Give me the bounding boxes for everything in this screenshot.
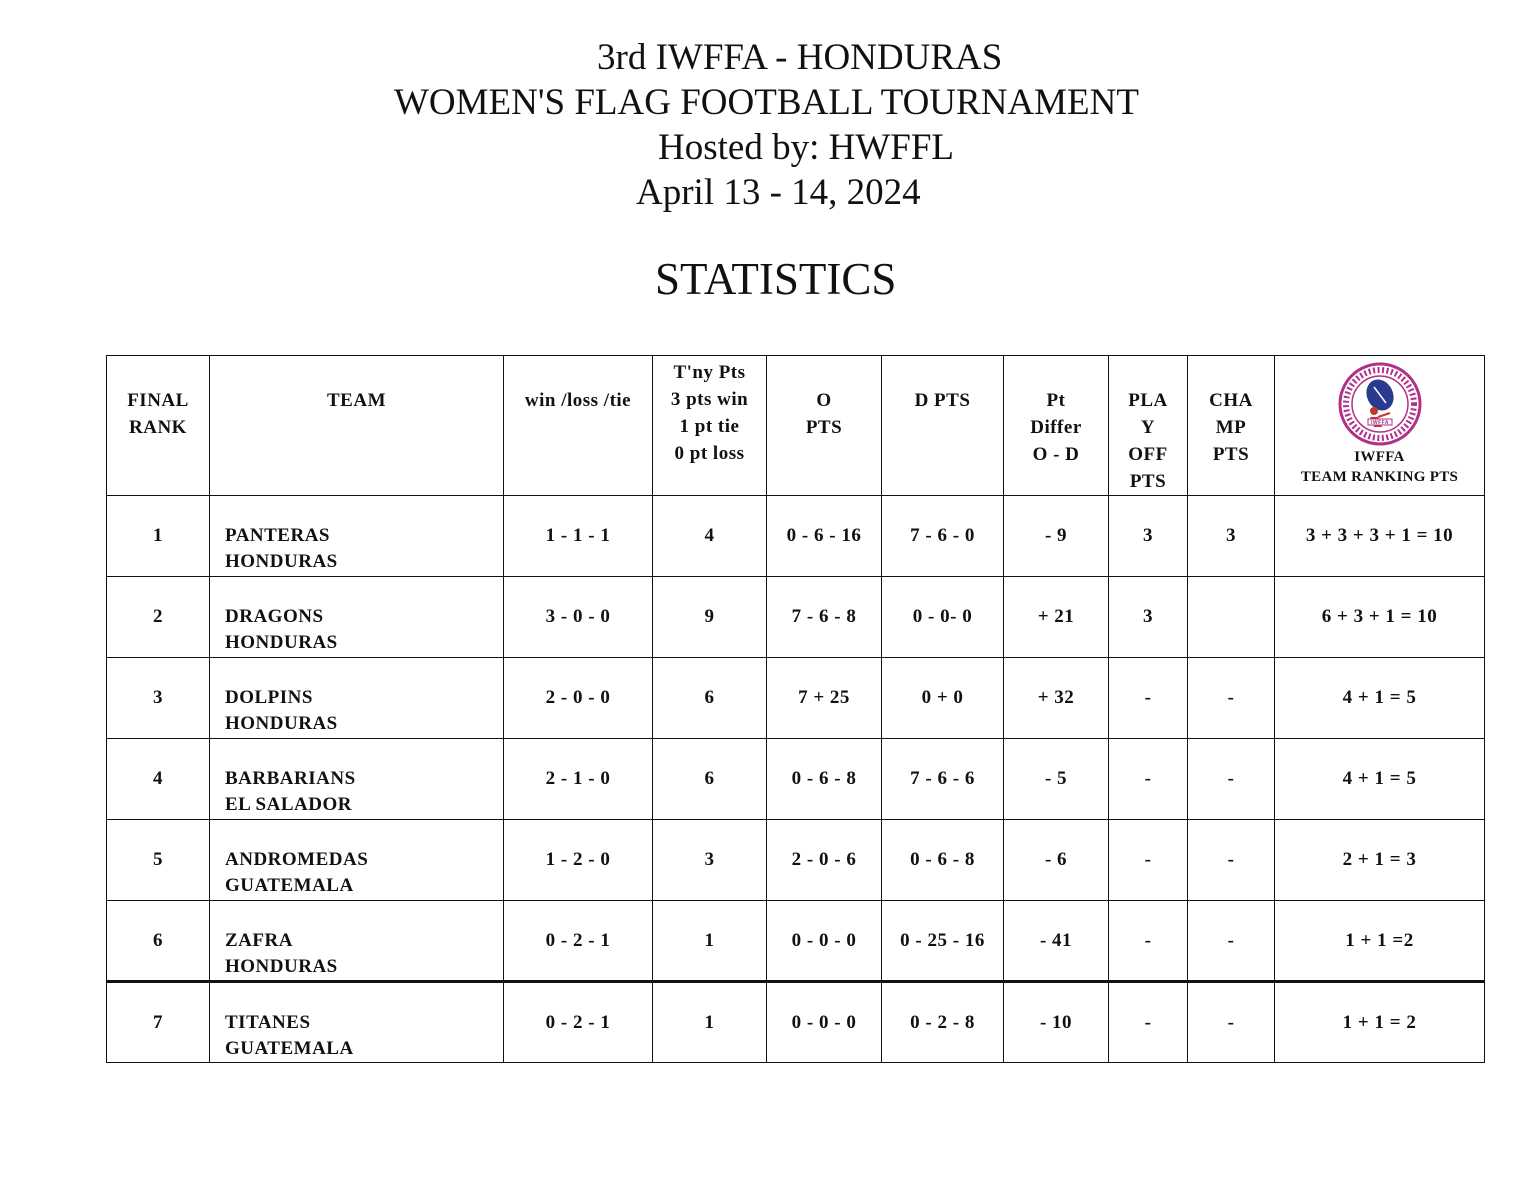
o-pts-cell: 0 - 6 - 16 — [767, 496, 882, 577]
champ-cell: 3 — [1188, 496, 1275, 577]
d-pts-cell: 0 - 2 - 8 — [882, 982, 1004, 1063]
team-cell: TITANES GUATEMALA — [210, 982, 504, 1063]
d-pts-cell: 0 - 25 - 16 — [882, 901, 1004, 982]
playoff-cell: - — [1109, 820, 1188, 901]
col-final-rank: FINAL RANK — [107, 356, 210, 496]
col-win-loss-tie: win /loss /tie — [504, 356, 653, 496]
o-pts-cell: 2 - 0 - 6 — [767, 820, 882, 901]
diff-cell: - 10 — [1004, 982, 1109, 1063]
d-pts-cell: 7 - 6 - 6 — [882, 739, 1004, 820]
rank-cell: 2 — [107, 577, 210, 658]
header-line-3: Hosted by: HWFFL — [658, 127, 954, 168]
wlt-cell: 1 - 2 - 0 — [504, 820, 653, 901]
wlt-cell: 1 - 1 - 1 — [504, 496, 653, 577]
svg-text:IWFFA: IWFFA — [1370, 420, 1389, 426]
ranking-cell: 4 + 1 = 5 — [1275, 658, 1485, 739]
diff-cell: - 9 — [1004, 496, 1109, 577]
ranking-cell: 3 + 3 + 3 + 1 = 10 — [1275, 496, 1485, 577]
wlt-cell: 0 - 2 - 1 — [504, 901, 653, 982]
tny-cell: 6 — [653, 739, 767, 820]
col-o-pts: O PTS — [767, 356, 882, 496]
wlt-cell: 3 - 0 - 0 — [504, 577, 653, 658]
team-cell: DOLPINS HONDURAS — [210, 658, 504, 739]
col-d-pts: D PTS — [882, 356, 1004, 496]
champ-cell — [1188, 577, 1275, 658]
rank-cell: 1 — [107, 496, 210, 577]
tny-cell: 1 — [653, 982, 767, 1063]
diff-cell: - 41 — [1004, 901, 1109, 982]
tny-cell: 3 — [653, 820, 767, 901]
wlt-cell: 2 - 1 - 0 — [504, 739, 653, 820]
col-team-ranking — [1275, 356, 1485, 496]
team-ranking-label: IWFFA TEAM RANKING PTS — [1300, 449, 1459, 485]
playoff-cell: 3 — [1109, 577, 1188, 658]
champ-cell: - — [1188, 901, 1275, 982]
diff-cell: - 5 — [1004, 739, 1109, 820]
playoff-cell: 3 — [1109, 496, 1188, 577]
tny-cell: 6 — [653, 658, 767, 739]
d-pts-cell: 0 - 6 - 8 — [882, 820, 1004, 901]
playoff-cell: - — [1109, 658, 1188, 739]
tny-cell: 1 — [653, 901, 767, 982]
team-cell: BARBARIANS EL SALADOR — [210, 739, 504, 820]
o-pts-cell: 0 - 0 - 0 — [767, 901, 882, 982]
champ-cell: - — [1188, 739, 1275, 820]
ranking-cell: 2 + 1 = 3 — [1275, 820, 1485, 901]
header-line-1: 3rd IWFFA - HONDURAS — [597, 37, 1003, 78]
ranking-cell: 1 + 1 = 2 — [1275, 982, 1485, 1063]
header-line-2: WOMEN'S FLAG FOOTBALL TOURNAMENT — [394, 82, 1139, 123]
d-pts-cell: 0 - 0- 0 — [882, 577, 1004, 658]
champ-cell: - — [1188, 982, 1275, 1063]
diff-cell: + 21 — [1004, 577, 1109, 658]
col-team: TEAM — [210, 356, 504, 496]
o-pts-cell: 7 - 6 - 8 — [767, 577, 882, 658]
o-pts-cell: 0 - 0 - 0 — [767, 982, 882, 1063]
col-pt-differ: Pt Differ O - D — [1004, 356, 1109, 496]
tny-cell: 4 — [653, 496, 767, 577]
table-row — [107, 901, 1485, 982]
champ-cell: - — [1188, 820, 1275, 901]
statistics-table — [106, 355, 1485, 1063]
team-cell: PANTERAS HONDURAS — [210, 496, 504, 577]
table-row — [107, 496, 1485, 577]
team-cell: ANDROMEDAS GUATEMALA — [210, 820, 504, 901]
wlt-cell: 0 - 2 - 1 — [504, 982, 653, 1063]
team-cell: ZAFRA HONDURAS — [210, 901, 504, 982]
col-tny-pts: T'ny Pts 3 pts win 1 pt tie 0 pt loss — [653, 356, 767, 496]
playoff-cell: - — [1109, 982, 1188, 1063]
table-row — [107, 739, 1485, 820]
rank-cell: 7 — [107, 982, 210, 1063]
diff-cell: + 32 — [1004, 658, 1109, 739]
rank-cell: 6 — [107, 901, 210, 982]
d-pts-cell: 0 + 0 — [882, 658, 1004, 739]
header-line-4: April 13 - 14, 2024 — [636, 172, 921, 213]
wlt-cell: 2 - 0 - 0 — [504, 658, 653, 739]
table-row — [107, 982, 1485, 1063]
table-header-row — [107, 356, 1485, 496]
team-cell: DRAGONS HONDURAS — [210, 577, 504, 658]
iwffa-logo-icon — [1334, 361, 1426, 447]
col-playoff-pts: PLA Y OFF PTS — [1109, 356, 1188, 496]
tny-cell: 9 — [653, 577, 767, 658]
rank-cell: 3 — [107, 658, 210, 739]
d-pts-cell: 7 - 6 - 0 — [882, 496, 1004, 577]
table-row — [107, 658, 1485, 739]
rank-cell: 5 — [107, 820, 210, 901]
ranking-cell: 4 + 1 = 5 — [1275, 739, 1485, 820]
o-pts-cell: 7 + 25 — [767, 658, 882, 739]
champ-cell: - — [1188, 658, 1275, 739]
table-row — [107, 577, 1485, 658]
table-row — [107, 820, 1485, 901]
o-pts-cell: 0 - 6 - 8 — [767, 739, 882, 820]
playoff-cell: - — [1109, 901, 1188, 982]
section-title: STATISTICS — [655, 254, 897, 304]
rank-cell: 4 — [107, 739, 210, 820]
ranking-cell: 6 + 3 + 1 = 10 — [1275, 577, 1485, 658]
ranking-cell: 1 + 1 =2 — [1275, 901, 1485, 982]
playoff-cell: - — [1109, 739, 1188, 820]
diff-cell: - 6 — [1004, 820, 1109, 901]
col-champ-pts: CHA MP PTS — [1188, 356, 1275, 496]
